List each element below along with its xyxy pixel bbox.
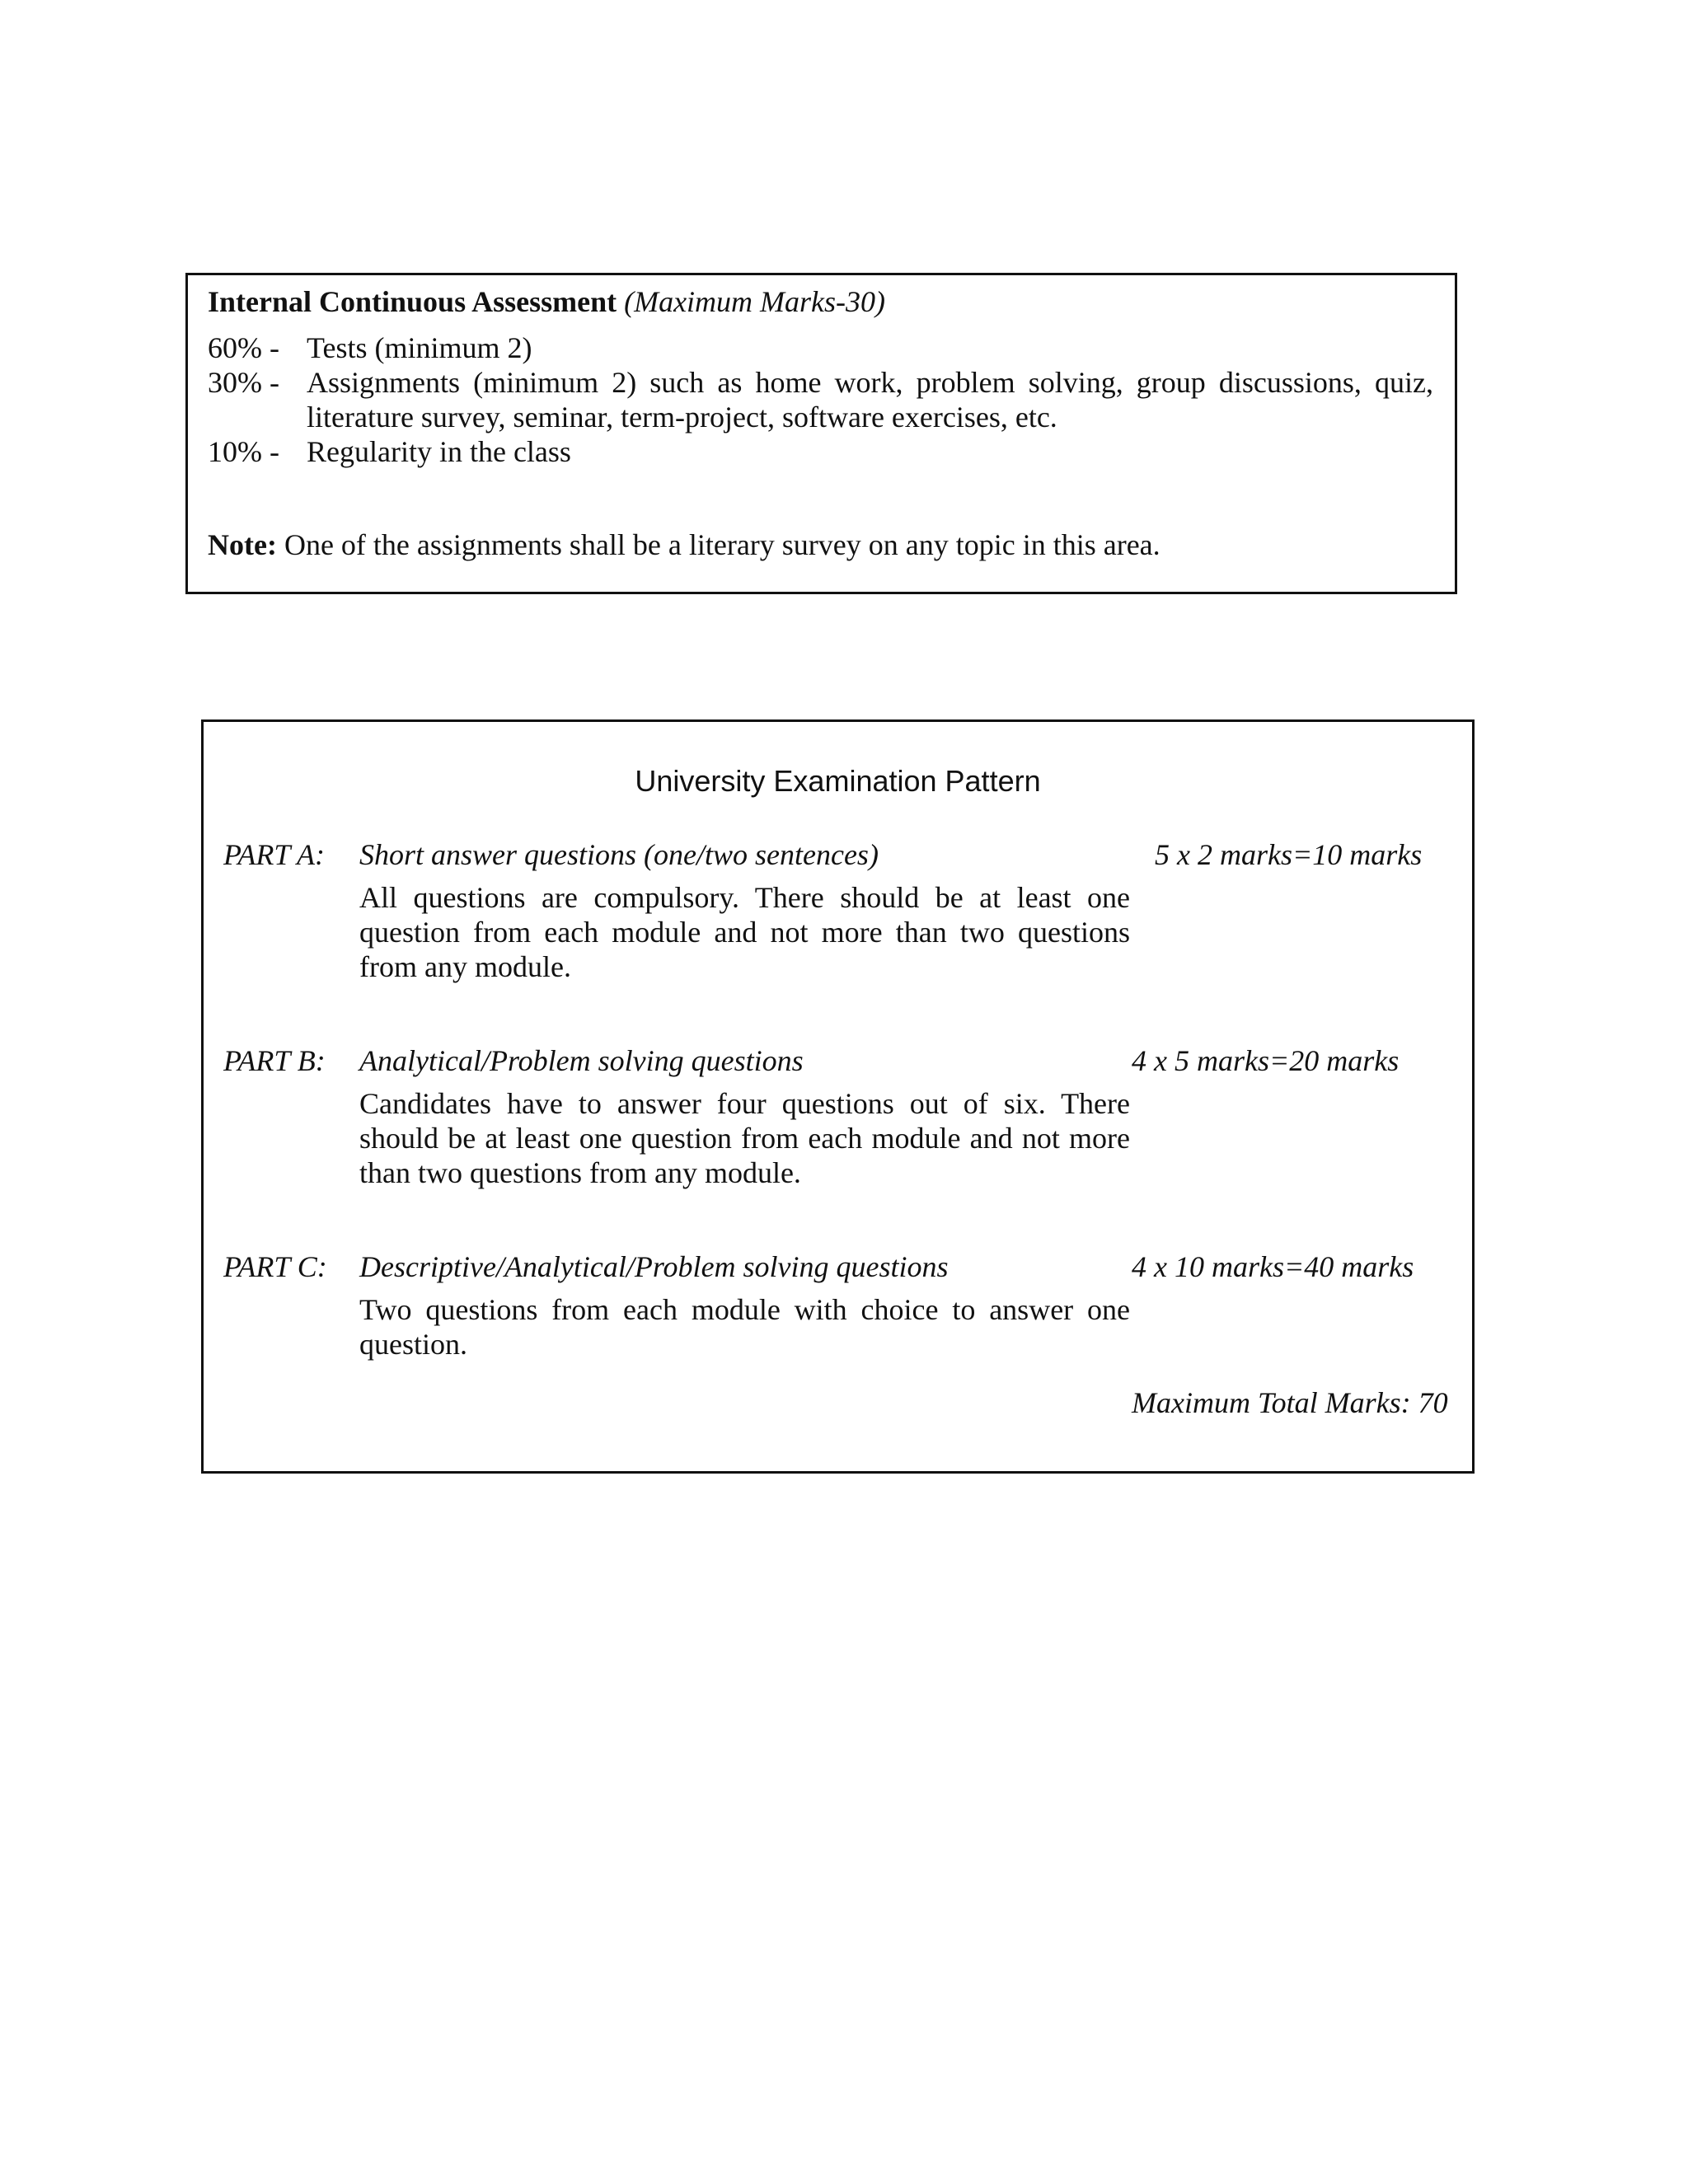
internal-assessment-heading — [208, 284, 885, 320]
part-a-marks: 5 x 2 marks=10 marks — [1155, 838, 1423, 871]
assessment-item-percent: 30% - — [208, 366, 279, 399]
internal-assessment-max-marks: (Maximum Marks-30) — [624, 285, 886, 318]
assessment-item-text: Tests (minimum 2) — [307, 331, 532, 364]
part-c-description: Two questions from each module with choice to answer one question. — [359, 1293, 1130, 1361]
university-exam-box — [201, 719, 1475, 1474]
part-b-title: Analytical/Problem solving questions — [359, 1044, 804, 1077]
part-b-description: Candidates have to answer four questions out of six. There should be at least one question from each module and not more than two questions from any module. — [359, 1087, 1130, 1189]
assessment-item-text: Regularity in the class — [307, 435, 571, 468]
part-c-title: Descriptive/Analytical/Problem solving questions — [359, 1250, 949, 1283]
part-b-marks: 4 x 5 marks=20 marks — [1132, 1044, 1400, 1077]
part-b-label: PART B: — [223, 1044, 326, 1077]
assessment-item-percent: 60% - — [208, 331, 279, 364]
internal-assessment-box — [185, 273, 1457, 594]
part-a-label: PART A: — [223, 838, 326, 871]
part-c-marks: 4 x 10 marks=40 marks — [1132, 1250, 1414, 1283]
university-exam-title: University Examination Pattern — [635, 764, 1041, 798]
internal-assessment-title: Internal Continuous Assessment — [208, 285, 617, 318]
part-c-label: PART C: — [223, 1250, 327, 1283]
assessment-item-percent: 10% - — [208, 435, 279, 468]
assessment-note-label: Note: — [208, 528, 277, 561]
assessment-item-text: Assignments (minimum 2) such as home work, problem solving, group discussions, quiz, literature survey, seminar, term-project, software exercises, etc. — [307, 366, 1433, 434]
part-a-description: All questions are compulsory. There should be at least one question from each module and not more than two questions from any module. — [359, 881, 1130, 983]
assessment-note — [208, 527, 1160, 563]
assessment-note-text: One of the assignments shall be a literary survey on any topic in this area. — [284, 528, 1160, 561]
part-a-title: Short answer questions (one/two sentences) — [359, 838, 879, 871]
maximum-total-marks: Maximum Total Marks: 70 — [1132, 1386, 1448, 1419]
